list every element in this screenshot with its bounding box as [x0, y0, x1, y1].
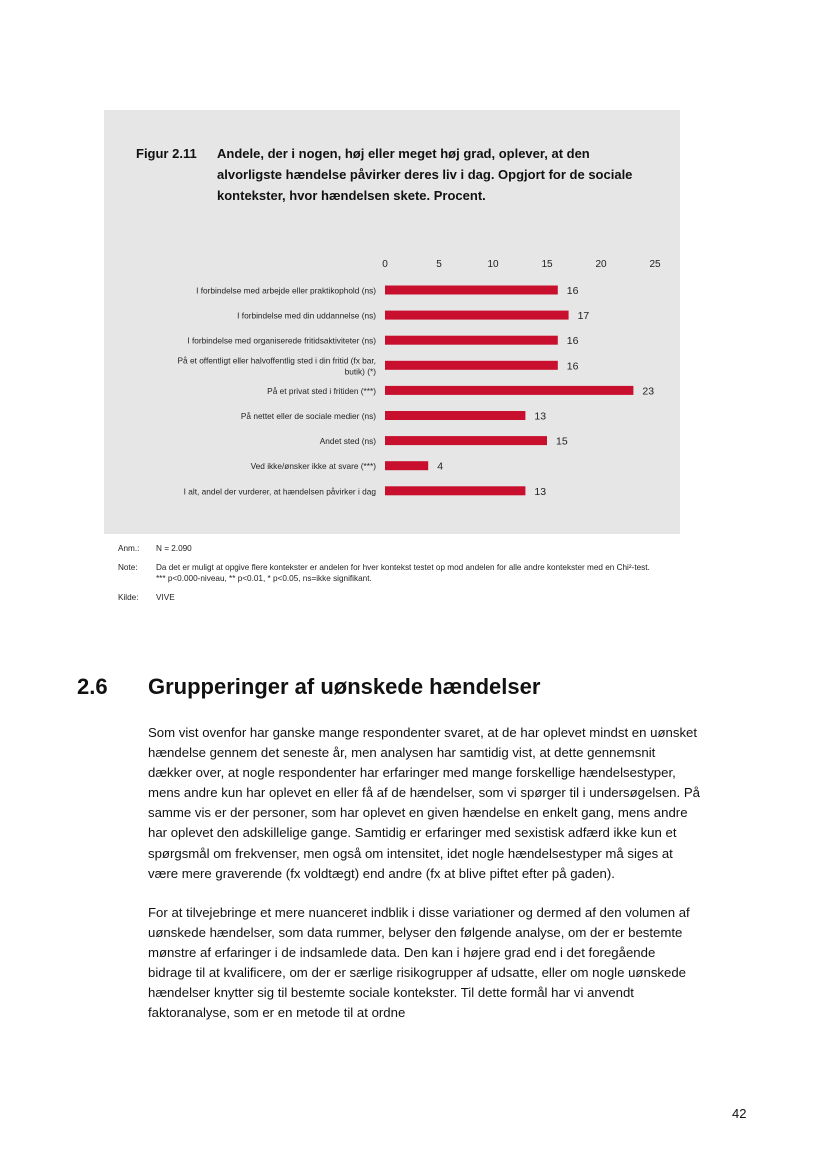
bar	[385, 336, 558, 345]
figure-label: Figur 2.11	[136, 146, 197, 161]
bar	[385, 411, 525, 420]
figure-notes	[118, 543, 658, 610]
note-anm-label: Anm.:	[118, 544, 140, 553]
paragraph-1: Som vist ovenfor har ganske mange respondenter svaret, at de har oplevet mindst en uønsket hændelse gennem det seneste år, men analysen har samtidig vist, at dette gennemsnit dækker over, at nogle respondenter har erfaringer med mange forskellige hændelsestyper, mens andre kun har oplevet en eller få af de hændelser, som vi spørger til i undersøgelsen. På samme vis er der personer, som har oplevet en given hændelse en enkelt gang, mens andre har oplevet den adskillelige gange. Samtidig er erfaringer med sexistisk adfærd ikke kun et spørgsmål om frekvenser, men også om intensitet, idet nogle hændelsestyper må siges at være mere graverende (fx voldtægt) end andre (fx at blive piftet efter på gaden).	[148, 725, 700, 881]
data-label: 16	[566, 335, 579, 348]
data-label: 13	[534, 410, 547, 423]
note-source-label: Kilde:	[118, 592, 139, 602]
figure-title: Andele, der i nogen, høj eller meget høj grad, oplever, at den alvorligste hændelse påvirker deres liv i dag. Opgjort for de sociale kontekster, hvor hændelsen skete. Procent.	[217, 146, 633, 203]
category-label	[251, 461, 377, 471]
bar	[385, 311, 569, 320]
data-label: 15	[556, 435, 568, 448]
section-title: Grupperinger af uønskede hændelser	[148, 674, 541, 699]
data-label: 16	[566, 285, 579, 297]
category-label	[178, 355, 377, 376]
bar	[385, 361, 558, 370]
bar	[385, 386, 633, 395]
category-label-line: Ved ikke/ønsker ikke at svare (***)	[250, 461, 376, 472]
note-note-label: Note:	[118, 562, 138, 572]
x-tick-label: 5	[436, 259, 442, 270]
bar	[385, 436, 547, 445]
note-source-text: VIVE	[156, 592, 175, 602]
note-note	[118, 562, 658, 585]
x-tick-label: 25	[649, 259, 661, 270]
note-anm	[118, 543, 658, 555]
category-label-line: På et offentligt eller halvoffentlig sted i din fritid (fx bar,	[177, 355, 376, 366]
bar	[385, 461, 428, 470]
bar-chart	[104, 250, 680, 510]
data-label: 13	[534, 485, 547, 498]
category-label-line: I forbindelse med arbejde eller praktikophold (ns)	[196, 285, 376, 296]
paragraph-2: For at tilvejebringe et mere nuanceret indblik i disse variationer og dermed af den volumen af uønskede hændelser, som data rummer, belyser den følgende analyse, om der er bestemte mønstre af erfaringer i de indsamlede data. Den kan i højere grad end i det foregående bidrage til at kvalificere, om der er særlige risikogrupper af udsatte, eller om nogle uønskede hændelser knytter sig til bestemte sociale kontekster. Til dette formål har vi anvendt faktoranalyse, som er en metode til at ordne	[148, 904, 690, 1021]
x-tick-label: 0	[382, 259, 388, 270]
category-label	[196, 286, 376, 296]
data-label: 17	[577, 310, 590, 323]
category-label	[187, 336, 376, 346]
data-label: 16	[566, 360, 579, 373]
data-label: 4	[437, 460, 444, 473]
x-tick-label: 10	[487, 259, 499, 270]
note-note-text: Da det er muligt at opgive flere kontekster er andelen for hver kontekst testet op mod andelen for alle andre kontekster med en Chi²-test. *** p<0.000-niveau, ** p<0.01, * p<0.05, ns=ikke signifikant.	[156, 562, 650, 583]
page-number: 42	[732, 1106, 747, 1121]
data-label: 23	[642, 385, 655, 398]
x-tick-label: 15	[541, 259, 553, 270]
category-label	[184, 486, 377, 496]
category-label-line: I forbindelse med organiserede fritidsaktiviteter (ns)	[187, 335, 376, 346]
category-label-line: På nettet eller de sociale medier (ns)	[240, 411, 376, 421]
category-label-line: På et privat sted i fritiden (***)	[267, 385, 376, 396]
category-label-line: butik) (*)	[344, 366, 376, 377]
bar	[385, 486, 525, 495]
category-label	[241, 411, 376, 421]
category-label	[237, 311, 376, 321]
note-source	[118, 592, 658, 604]
category-label-line: Andet sted (ns)	[319, 436, 376, 447]
category-label	[320, 436, 377, 446]
x-tick-label: 20	[595, 259, 607, 270]
body-text	[148, 723, 700, 1042]
section-number: 2.6	[77, 674, 108, 699]
category-label	[267, 386, 376, 396]
note-anm-text: N = 2.090	[156, 544, 192, 553]
category-label-line: I alt, andel der vurderer, at hændelsen påvirker i dag	[183, 486, 376, 497]
category-label-line: I forbindelse med din uddannelse (ns)	[237, 310, 376, 321]
bar	[385, 286, 558, 295]
